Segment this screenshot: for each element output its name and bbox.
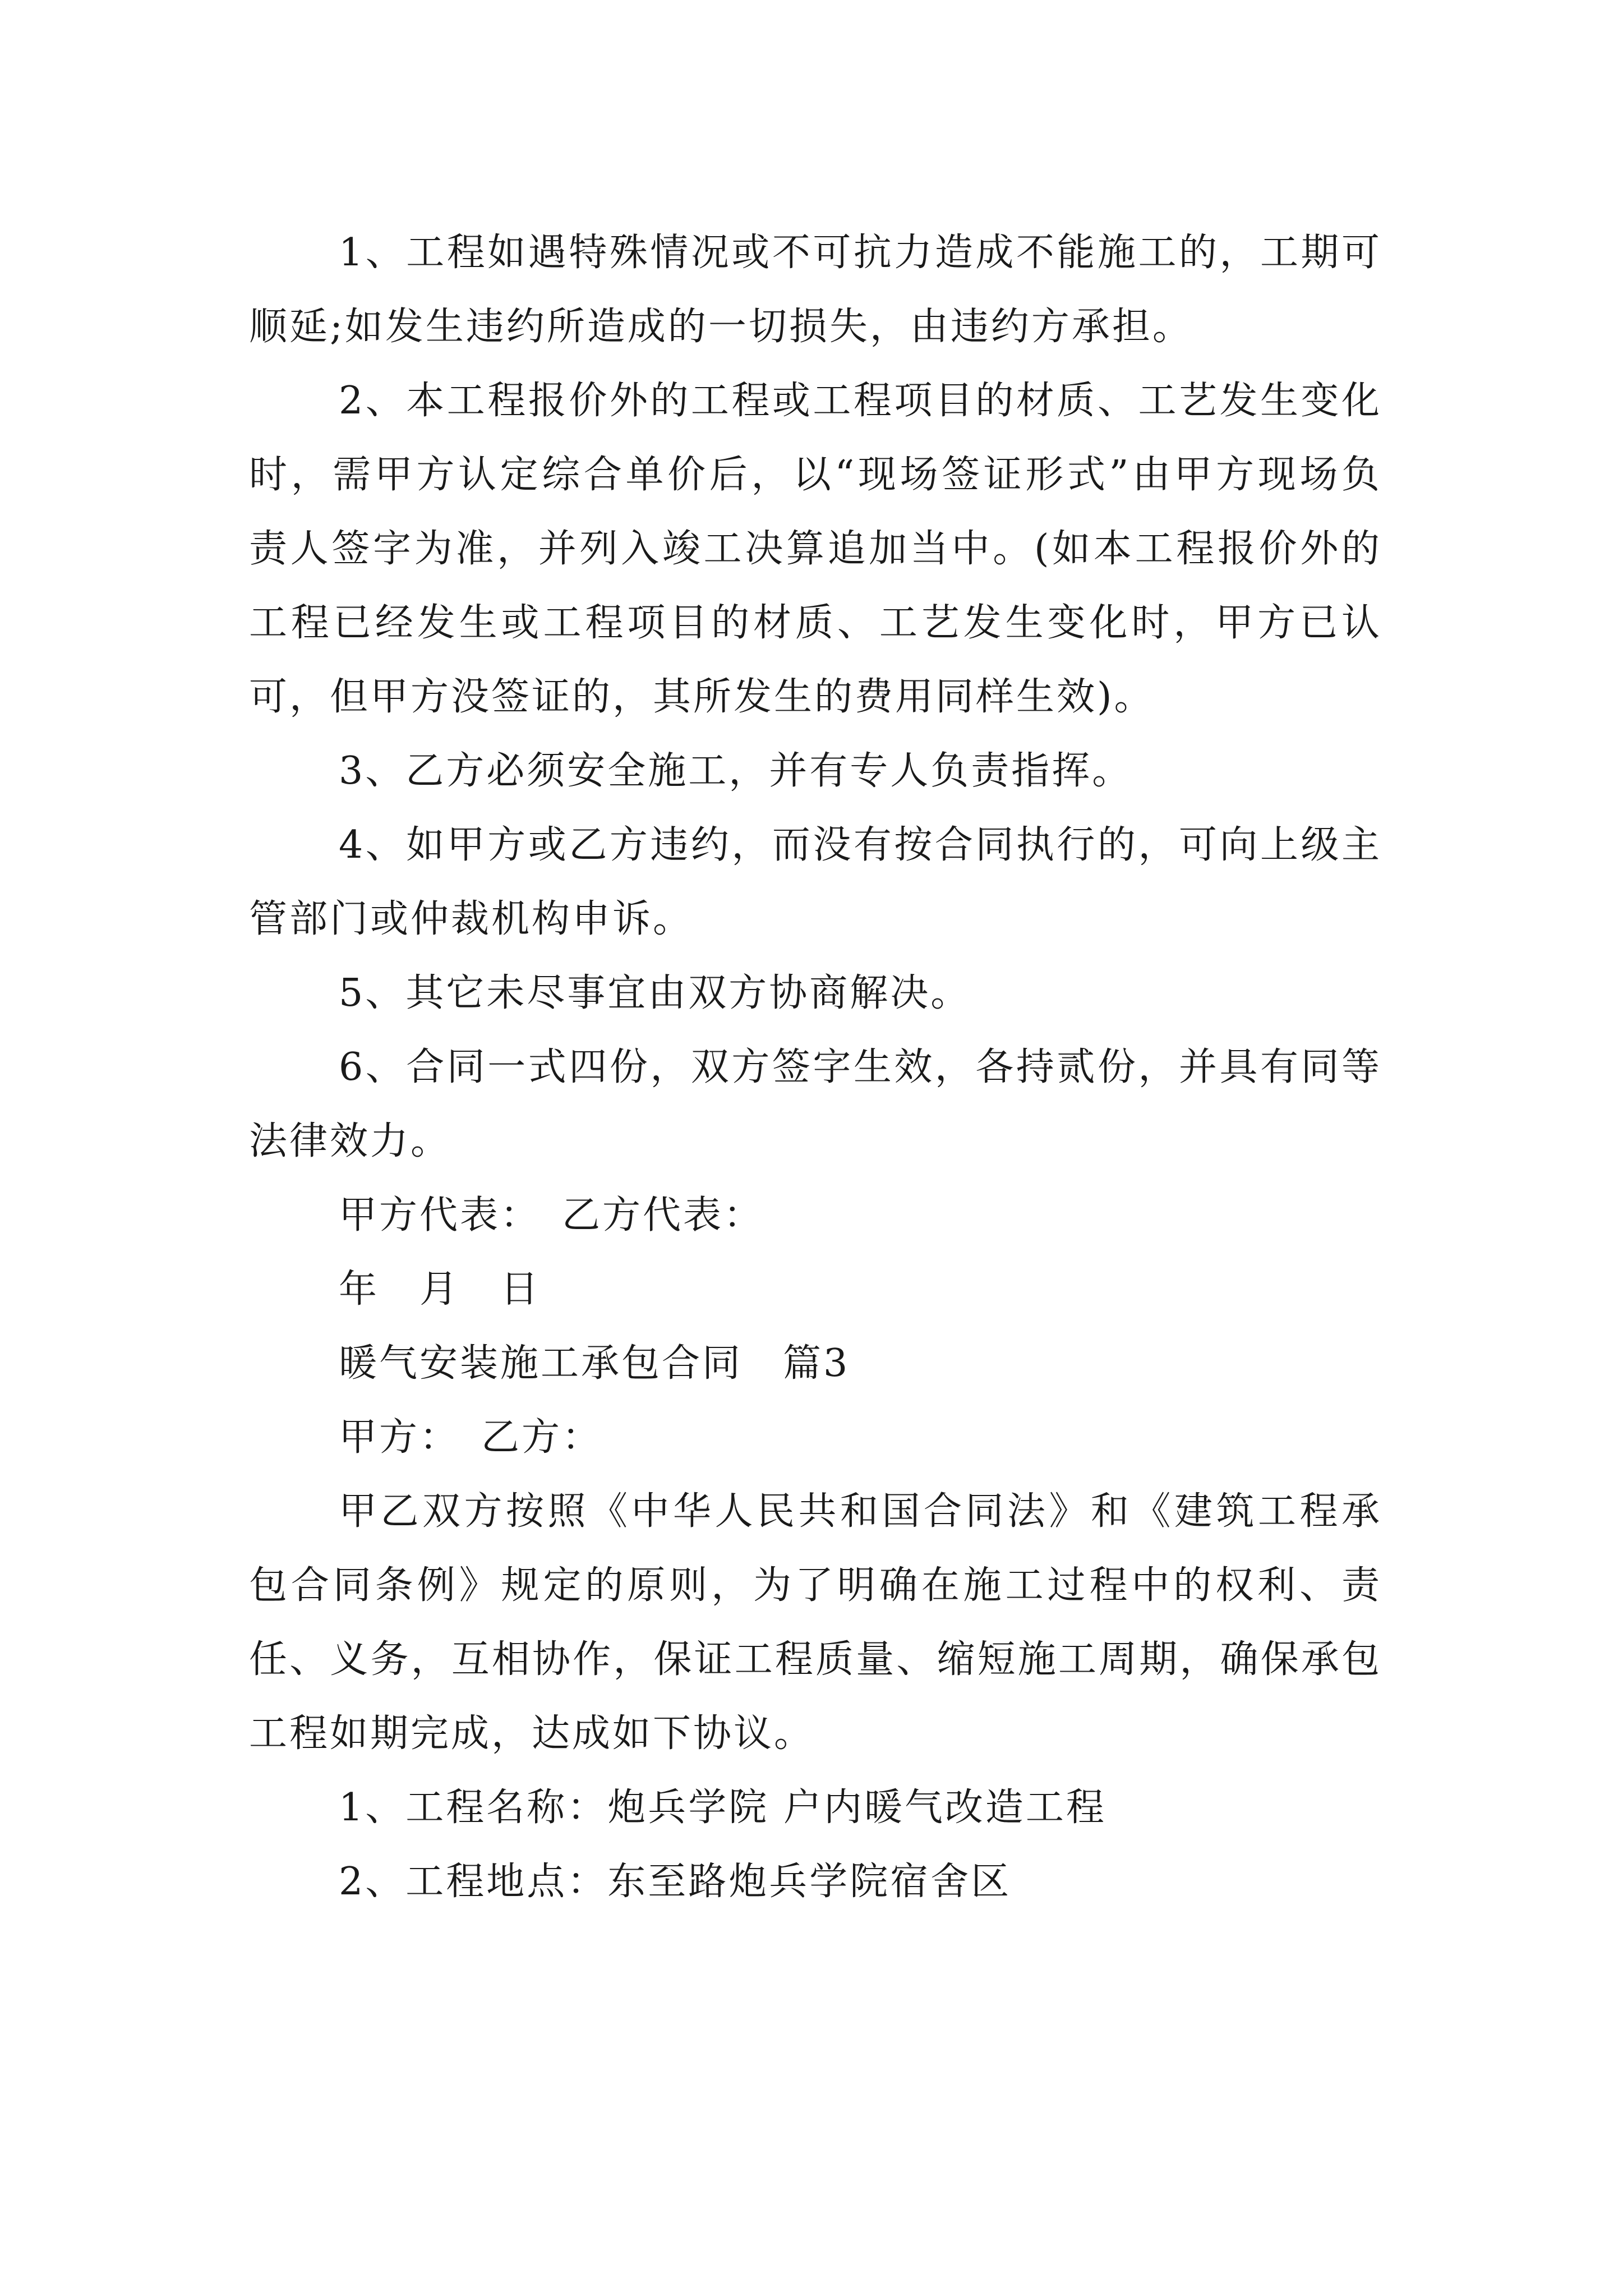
section-title: 暖气安装施工承包合同 篇3 <box>339 1341 850 1386</box>
clause-copies: 6、合同一式四份，双方签字生效，各持贰份，并具有同等法律效力。 <box>249 1045 1382 1163</box>
signature-representatives: 甲方代表： 乙方代表： <box>339 1193 764 1237</box>
project-location-item: 2、工程地点：东至路炮兵学院宿舍区 <box>339 1860 1012 1904</box>
clause-safety: 3、乙方必须安全施工，并有专人负责指挥。 <box>339 749 1133 793</box>
parties-line: 甲方： 乙方： <box>339 1415 603 1460</box>
preamble-paragraph: 甲乙双方按照《中华人民共和国合同法》和《建筑工程承包合同条例》规定的原则，为了明确在施工过程中的权利、责任、义务，互相协作，保证工程质量、缩短施工周期，确保承包工程如期完成，达成如下协议。 <box>249 1489 1382 1756</box>
project-name-item: 1、工程名称：炮兵学院 户内暖气改造工程 <box>339 1786 1106 1830</box>
clause-price-change: 2、本工程报价外的工程或工程项目的材质、工艺发生变化时，需甲方认定综合单价后，以“现场签证形式”由甲方现场负责人签字为准，并列入竣工决算追加当中。(如本工程报价外的工程已经发生或工程项目的材质、工艺发生变化时，甲方已认可，但甲方没签证的，其所发生的费用同样生效)。 <box>249 379 1382 719</box>
signature-date: 年 月 日 <box>339 1267 541 1312</box>
clause-other-matters: 5、其它未尽事宜由双方协商解决。 <box>339 971 971 1015</box>
clause-breach: 4、如甲方或乙方违约，而没有按合同执行的，可向上级主管部门或仲裁机构申诉。 <box>249 823 1382 941</box>
clause-force-majeure: 1、工程如遇特殊情况或不可抗力造成不能施工的，工期可顺延;如发生违约所造成的一切损失，由违约方承担。 <box>249 231 1382 349</box>
document-body <box>249 216 1382 1919</box>
